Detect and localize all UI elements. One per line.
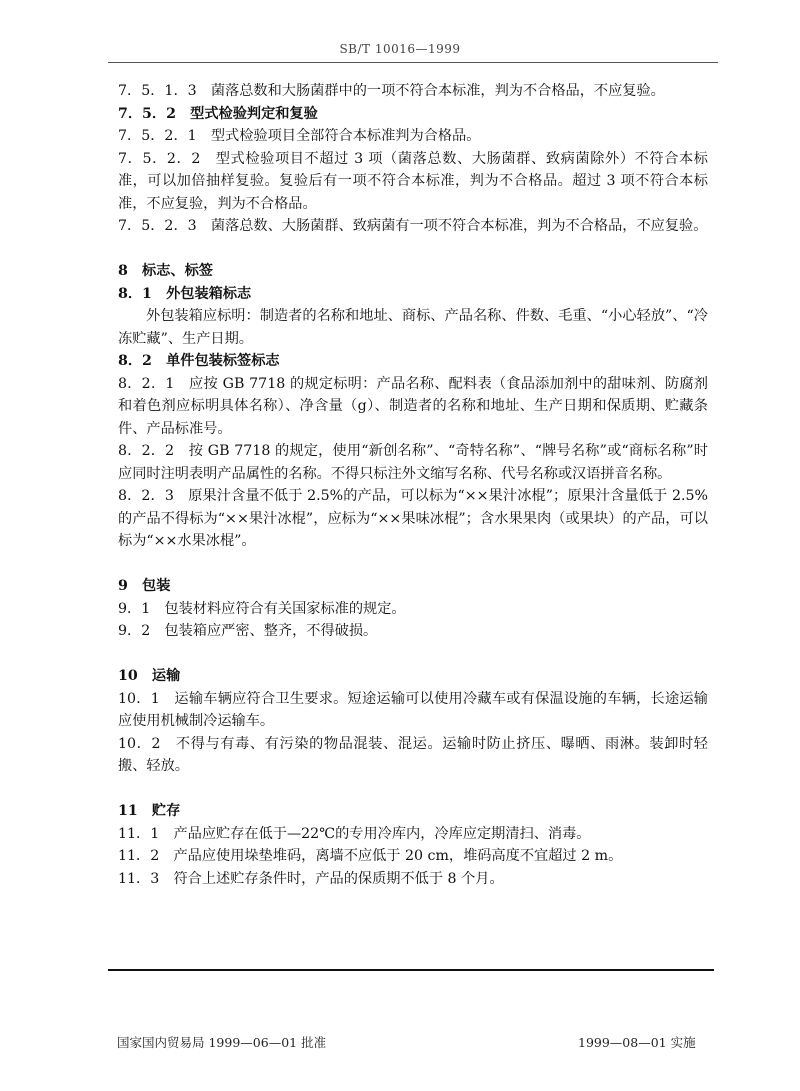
section-heading: 11 贮存: [118, 803, 181, 819]
clause-paragraph: 7．5．2．1 型式检验项目全部符合本标准判为合格品。: [118, 128, 481, 144]
clause-paragraph: 11．3 符合上述贮存条件时，产品的保质期不低于 8 个月。: [118, 870, 504, 887]
section-heading: 7．5．2 型式检验判定和复验: [118, 105, 318, 122]
paragraph: 外包装箱应标明：制造者的名称和地址、商标、产品名称、件数、毛重、“小心轻放”、“冷冻贮藏”、生产日期。: [118, 308, 708, 347]
clause-paragraph: 10．1 运输车辆应符合卫生要求。短途运输可以使用冷藏车或有保温设施的车辆，长途运输应使用机械制冷运输车。: [118, 690, 708, 729]
section-heading: 9 包装: [118, 578, 171, 594]
approval-date: 国家国内贸易局 1999—06—01 批准: [117, 1035, 327, 1050]
clause-paragraph: 7．5．2．3 菌落总数、大肠菌群、致病菌有一项不符合本标准，判为不合格品，不应复验。: [118, 218, 708, 234]
section-gap: [118, 238, 708, 261]
implementation-date: 1999—08—01 实施: [578, 1035, 696, 1050]
clause-paragraph: 8．2．3 原果汁含量不低于 2.5%的产品，可以标为“××果汁冰棍”；原果汁含量低于 2.5%的产品不得标为“××果汁冰棍”，应标为“××果味冰棍”；含水果果肉（或果块）的产品，可以标为“××水果冰棍”。: [118, 488, 708, 549]
clause-paragraph: 9．2 包装箱应严密、整齐，不得破损。: [118, 623, 378, 639]
section-heading: 8．1 外包装箱标志: [118, 285, 252, 302]
section-gap: [118, 778, 708, 801]
clause-paragraph: 8．2．1 应按 GB 7718 的规定标明：产品名称、配料表（食品添加剂中的甜味剂、防腐剂和着色剂应标明具体名称）、净含量（g）、制造者的名称和地址、生产日期和保质期、贮藏条件、产品标准号。: [118, 375, 708, 437]
clause-paragraph: 11．1 产品应贮存在低于—22℃的专用冷库内，冷库应定期清扫、消毒。: [118, 825, 591, 842]
clause-paragraph: 8．2．2 按 GB 7718 的规定，使用“新创名称”、“奇特名称”、“牌号名称”或“商标名称”时应同时注明表明产品属性的名称。不得只标注外文缩写名称、代号名称或汉语拼音名称。: [118, 443, 708, 482]
clause-paragraph: 10．2 不得与有毒、有污染的物品混装、混运。运输时防止挤压、曝晒、雨淋。装卸时轻搬、轻放。: [118, 735, 708, 774]
section-heading: 8 标志、标签: [118, 263, 213, 279]
clause-paragraph: 7．5．1．3 菌落总数和大肠菌群中的一项不符合本标准，判为不合格品，不应复验。: [118, 83, 665, 99]
footer-rule: [108, 969, 714, 971]
section-gap: [118, 643, 708, 666]
section-heading: 8．2 单件包装标签标志: [118, 353, 280, 369]
clause-paragraph: 7．5．2．2 型式检验项目不超过 3 项（菌落总数、大肠菌群、致病菌除外）不符合本标准，可以加倍抽样复验。复验后有一项不符合本标准，判为不合格品。超过 3 项不符合本标准，不应复验，判为不合格品。: [118, 150, 708, 212]
section-gap: [118, 553, 708, 576]
page-header-code: SB/T 10016—1999: [339, 42, 461, 56]
clause-paragraph: 9．1 包装材料应符合有关国家标准的规定。: [118, 600, 406, 617]
header-rule: [108, 62, 718, 63]
document-body: [118, 80, 708, 890]
section-heading: 10 运输: [118, 668, 181, 684]
clause-paragraph: 11．2 产品应使用垛垫堆码，离墙不应低于 20 cm，堆码高度不宜超过 2 m。: [118, 848, 623, 864]
